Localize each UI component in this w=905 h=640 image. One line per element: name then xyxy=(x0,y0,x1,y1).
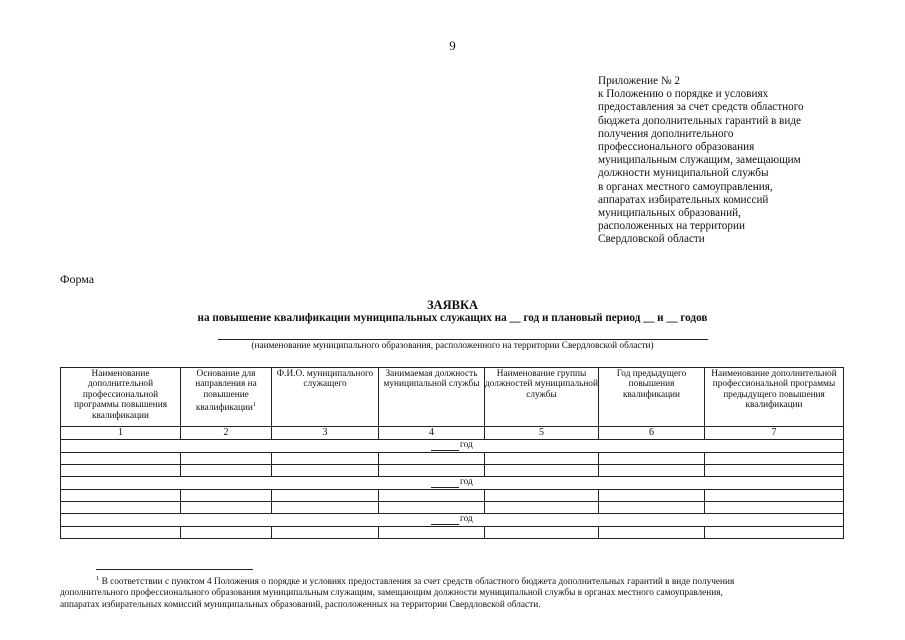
header-cell-fio: Ф.И.О. муниципального служащего xyxy=(272,368,379,427)
municipality-fill-line xyxy=(218,339,708,340)
column-number: 3 xyxy=(272,427,379,440)
header-cell-position-group: Наименование группы должностей муниципальной службы xyxy=(485,368,599,427)
page-number: 9 xyxy=(449,38,456,53)
appendix-line: бюджета дополнительных гарантий в виде xyxy=(598,114,801,127)
year-label: год xyxy=(460,440,473,450)
table-row xyxy=(61,465,844,477)
year-section-cell xyxy=(61,477,844,490)
appendix-line: в органах местного самоуправления, xyxy=(598,180,773,193)
footnote-separator xyxy=(96,569,253,570)
appendix-line: аппаратах избирательных комиссий xyxy=(598,193,769,206)
header-cell-previous-program: Наименование дополнительной профессиональной программы предыдущего повышения квалификации xyxy=(705,368,844,427)
header-cell-basis: Основание для направления на повышение квалификации$^1$ xyxy=(181,368,272,427)
document-subtitle: на повышение квалификации муниципальных служащих на __ год и плановый период __ и __ годов xyxy=(197,312,708,324)
table-header-row xyxy=(61,368,844,427)
header-cell-program: Наименование дополнительной профессиональной программы повышения квалификации xyxy=(61,368,181,427)
table-row xyxy=(61,502,844,514)
header-cell-previous-year: Год предыдущего повышения квалификации xyxy=(599,368,705,427)
column-number: 2 xyxy=(181,427,272,440)
municipality-caption: (наименование муниципального образования, расположенного на территории Свердловской области) xyxy=(251,341,654,351)
year-label: год xyxy=(460,514,473,524)
year-section-cell xyxy=(61,440,844,453)
column-number: 5 xyxy=(485,427,599,440)
year-section-row xyxy=(61,514,844,527)
appendix-line: к Положению о порядке и условиях xyxy=(598,88,769,101)
table-row xyxy=(61,490,844,502)
column-number: 6 xyxy=(599,427,705,440)
footnote-line: аппаратах избирательных комиссий муниципальных образований, расположенных на территории Свердловской области. xyxy=(60,599,541,610)
appendix-line: Свердловской области xyxy=(598,233,705,246)
appendix-line: профессионального образования xyxy=(598,141,755,154)
appendix-line: муниципальных образований, xyxy=(598,207,741,220)
footnote-line: дополнительного профессионального образования муниципальным служащим, замещающим должности муниципальной службы в органах местного самоуправления, xyxy=(60,588,723,599)
year-section-row xyxy=(61,477,844,490)
header-cell-position: Занимаемая должность муниципальной службы xyxy=(379,368,485,427)
appendix-line: Приложение № 2 xyxy=(598,75,680,87)
appendix-line: расположенных на территории xyxy=(598,220,745,233)
appendix-line: муниципальным служащим, замещающим xyxy=(598,154,801,167)
footnote xyxy=(60,573,843,611)
year-label: год xyxy=(460,477,473,487)
footnote-line: В соответствии с пунктом 4 Положения о порядке и условиях предоставления за счет средств областного бюджета дополнительных гарантий в виде получения xyxy=(101,577,735,588)
column-number: 1 xyxy=(61,427,181,440)
application-table xyxy=(60,367,844,539)
table-row xyxy=(61,527,844,539)
column-number-row xyxy=(61,427,844,440)
table-row xyxy=(61,453,844,465)
appendix-header xyxy=(598,75,858,247)
footnote-reference: 1 xyxy=(252,401,257,409)
document-title: ЗАЯВКА xyxy=(426,298,479,312)
form-label: Форма xyxy=(60,272,95,286)
column-number: 4 xyxy=(379,427,485,440)
appendix-line: предоставления за счет средств областного xyxy=(598,101,804,114)
year-section-cell xyxy=(61,514,844,527)
year-section-row xyxy=(61,440,844,453)
column-number: 7 xyxy=(705,427,844,440)
appendix-line: должности муниципальной службы xyxy=(598,167,769,180)
footnote-mark: 1 xyxy=(96,575,100,582)
appendix-line: получения дополнительного xyxy=(598,127,734,140)
